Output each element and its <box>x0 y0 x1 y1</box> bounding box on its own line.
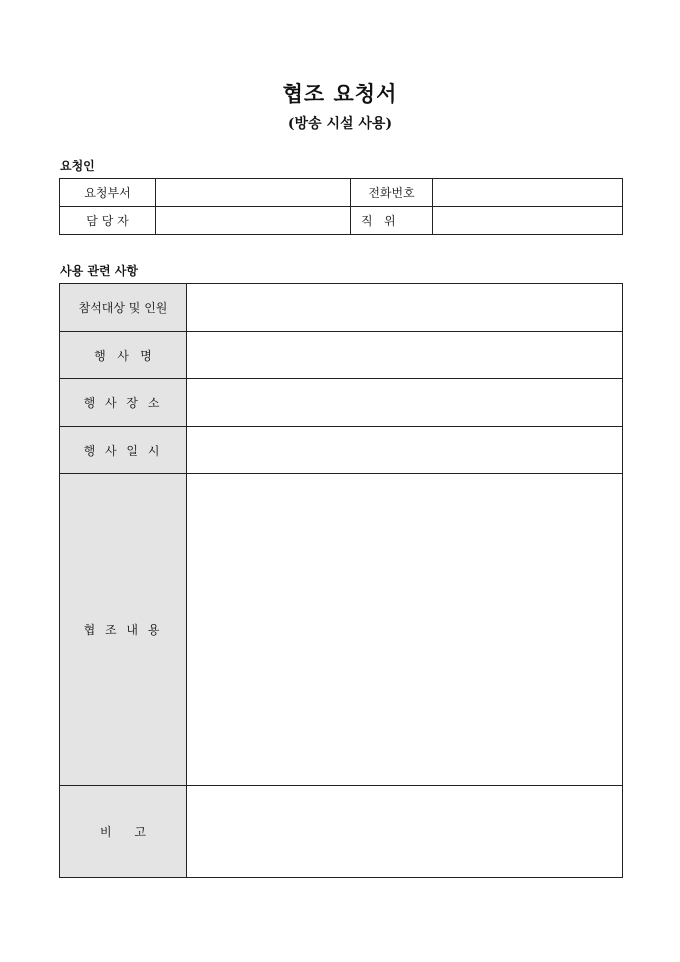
attendees-label: 참석대상 및 인원 <box>60 284 187 332</box>
position-label-text: 직 위 <box>361 214 396 228</box>
phone-label: 전화번호 <box>351 179 433 207</box>
usage-table <box>59 283 623 878</box>
remarks-label: 비 고 <box>60 786 187 878</box>
event-name-field[interactable] <box>187 332 623 379</box>
requester-section-label: 요청인 <box>60 159 95 173</box>
requester-row-dept <box>60 179 623 207</box>
remarks-field[interactable] <box>187 786 623 878</box>
venue-field[interactable] <box>187 379 623 427</box>
usage-row-attendees <box>60 284 623 332</box>
datetime-field[interactable] <box>187 427 623 474</box>
usage-section-label: 사용 관련 사항 <box>60 264 138 278</box>
position-field[interactable] <box>433 207 623 235</box>
phone-field[interactable] <box>433 179 623 207</box>
dept-label: 요청부서 <box>60 179 156 207</box>
requester-table <box>59 178 623 235</box>
datetime-label: 행 사 일 시 <box>60 427 187 474</box>
cooperation-label: 협 조 내 용 <box>60 474 187 786</box>
usage-row-cooperation <box>60 474 623 786</box>
dept-field[interactable] <box>156 179 351 207</box>
cooperation-field[interactable] <box>187 474 623 786</box>
document-subtitle: (방송 시설 사용) <box>287 116 393 132</box>
document-title: 협조 요청서 <box>282 81 398 106</box>
usage-row-remarks <box>60 786 623 878</box>
attendees-field[interactable] <box>187 284 623 332</box>
event-name-label: 행 사 명 <box>60 332 187 379</box>
manager-field[interactable] <box>156 207 351 235</box>
usage-row-venue <box>60 379 623 427</box>
venue-label: 행 사 장 소 <box>60 379 187 427</box>
position-label <box>351 207 433 235</box>
usage-row-event-name <box>60 332 623 379</box>
requester-row-manager <box>60 207 623 235</box>
manager-label: 담 당 자 <box>60 207 156 235</box>
usage-row-datetime <box>60 427 623 474</box>
